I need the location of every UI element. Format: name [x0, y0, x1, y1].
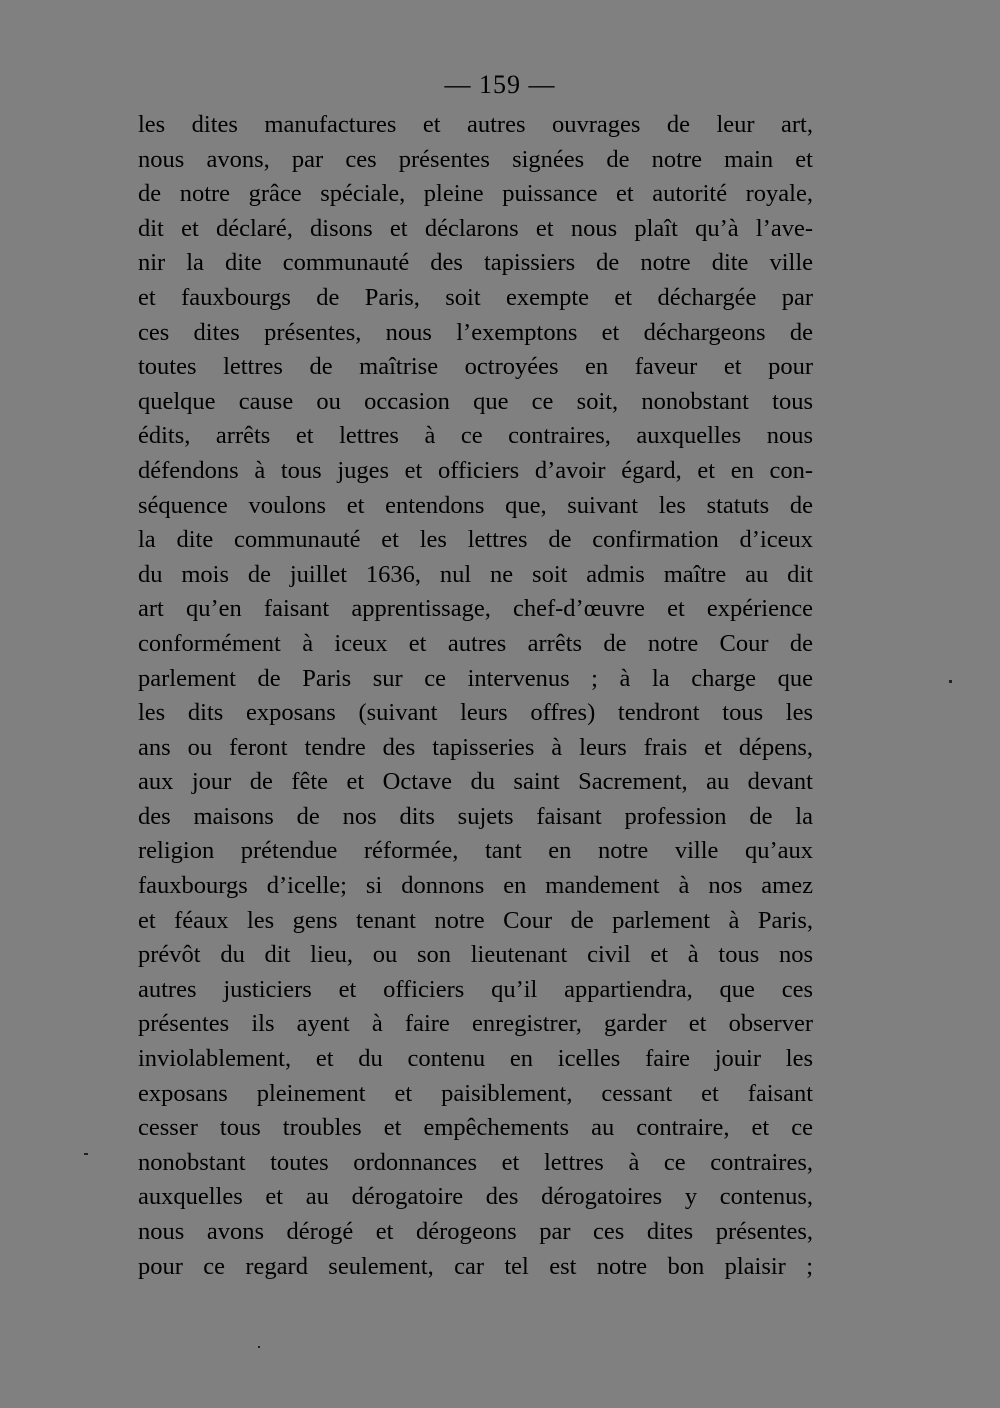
text-line: présentes ils ayent à faire enregistrer, garder et observer — [138, 1010, 813, 1038]
text-line: de notre grâce spéciale, pleine puissance et autorité royale, — [138, 180, 813, 208]
text-line: parlement de Paris sur ce intervenus ; à la charge que — [138, 664, 813, 692]
text-line: religion prétendue réformée, tant en notre ville qu’aux — [138, 837, 813, 865]
text-line: des maisons de nos dits sujets faisant profession de la — [138, 802, 813, 830]
text-line: édits, arrêts et lettres à ce contraires, auxquelles nous — [138, 422, 813, 450]
text-line: et fauxbourgs de Paris, soit exempte et déchargée par — [138, 283, 813, 311]
text-line: aux jour de fête et Octave du saint Sacrement, au devant — [138, 768, 813, 796]
text-line: autres justiciers et officiers qu’il appartiendra, que ces — [138, 975, 813, 1003]
text-line: exposans pleinement et paisiblement, cessant et faisant — [138, 1079, 813, 1107]
scan-speck — [258, 1346, 260, 1348]
body-text — [138, 108, 813, 1284]
text-line: nous avons, par ces présentes signées de notre main et — [138, 145, 813, 173]
text-line: du mois de juillet 1636, nul ne soit admis maître au dit — [138, 560, 813, 588]
text-line: ans ou feront tendre des tapisseries à leurs frais et dépens, — [138, 733, 813, 761]
scan-speck — [949, 680, 952, 683]
text-line: prévôt du dit lieu, ou son lieutenant civil et à tous nos — [138, 941, 813, 969]
text-line: auxquelles et au dérogatoire des dérogatoires y contenus, — [138, 1183, 813, 1211]
text-line: dit et déclaré, disons et déclarons et nous plaît qu’à l’ave- — [138, 214, 813, 242]
text-line: nous avons dérogé et dérogeons par ces dites présentes, — [138, 1218, 813, 1245]
text-line: cesser tous troubles et empêchements au contraire, et ce — [138, 1114, 813, 1142]
text-line: quelque cause ou occasion que ce soit, nonobstant tous — [138, 387, 813, 415]
text-line: les dits exposans (suivant leurs offres) tendront tous les — [138, 699, 813, 727]
text-line: défendons à tous juges et officiers d’avoir égard, et en con- — [138, 456, 813, 484]
page-number: — 159 — — [444, 70, 556, 99]
text-line: nonobstant toutes ordonnances et lettres à ce contraires, — [138, 1148, 813, 1176]
text-line: la dite communauté et les lettres de confirmation d’iceux — [138, 526, 813, 554]
text-line: les dites manufactures et autres ouvrages de leur art, — [138, 111, 813, 138]
text-line: nir la dite communauté des tapissiers de notre dite ville — [138, 249, 813, 277]
text-line: inviolablement, et du contenu en icelles faire jouir les — [138, 1045, 813, 1073]
text-line: conformément à iceux et autres arrêts de notre Cour de — [138, 629, 813, 657]
text-line: toutes lettres de maîtrise octroyées en faveur et pour — [138, 353, 813, 381]
text-line: ces dites présentes, nous l’exemptons et déchargeons de — [138, 318, 813, 346]
text-line: fauxbourgs d’icelle; si donnons en mandement à nos amez — [138, 872, 813, 900]
text-line: séquence voulons et entendons que, suivant les statuts de — [138, 491, 813, 519]
text-line: et féaux les gens tenant notre Cour de parlement à Paris, — [138, 906, 813, 934]
text-line: art qu’en faisant apprentissage, chef-d’œuvre et expérience — [138, 595, 813, 623]
scan-speck — [84, 1153, 88, 1155]
text-line: pour ce regard seulement, car tel est notre bon plaisir ; — [138, 1252, 813, 1280]
